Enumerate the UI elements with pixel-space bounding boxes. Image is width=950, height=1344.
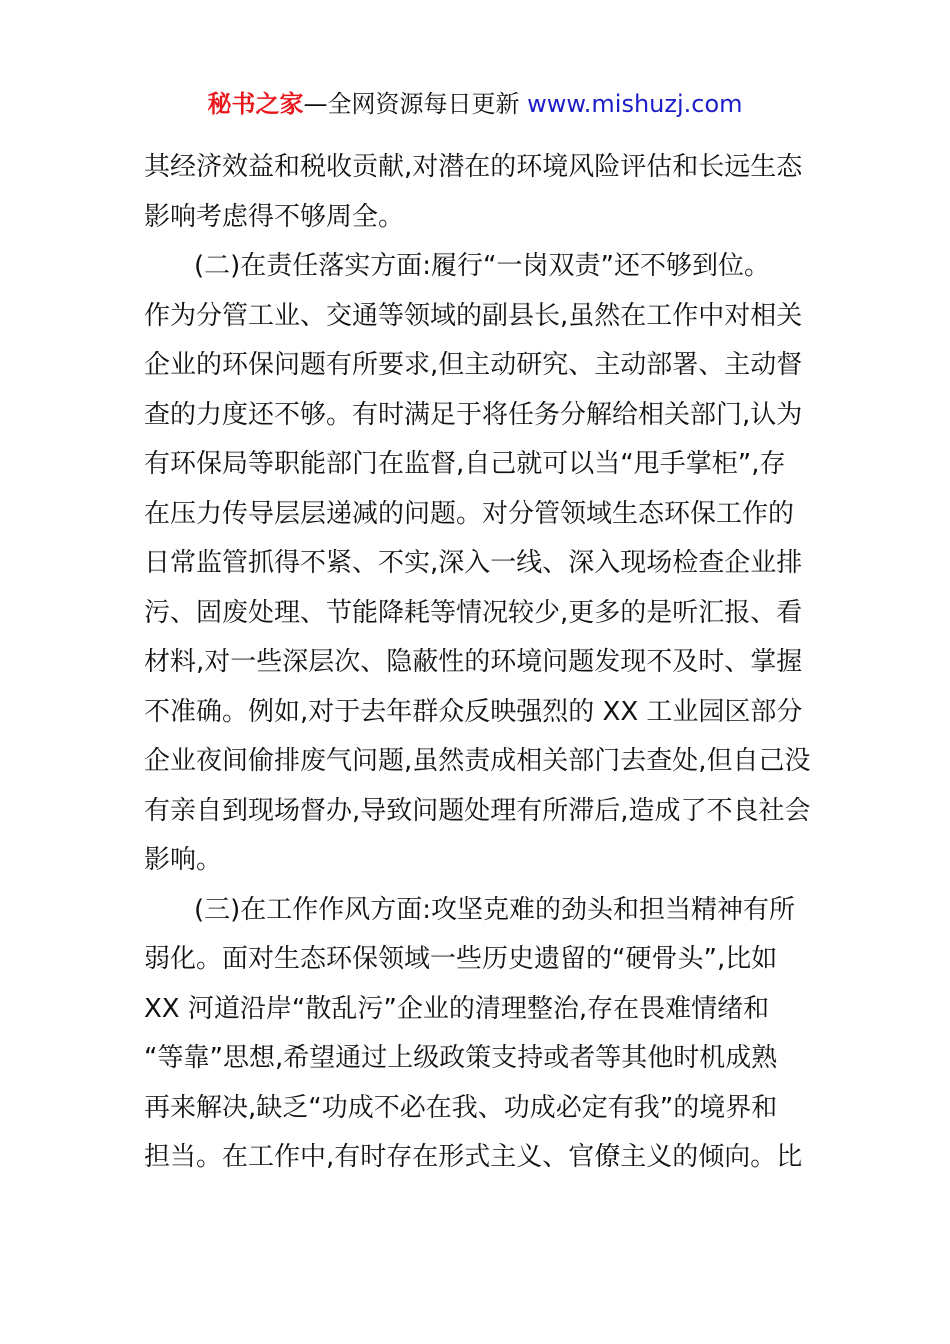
site-url-link[interactable]: www.mishuzj.com bbox=[527, 90, 743, 118]
text-line: 材料,对一些深层次、隐蔽性的环境问题发现不及时、掌握 bbox=[144, 647, 803, 677]
text-line: 影响。 bbox=[144, 845, 223, 875]
text-line: 污、固废处理、节能降耗等情况较少,更多的是听汇报、看 bbox=[144, 597, 803, 628]
text-line: XX 河道沿岸“散乱污”企业的清理整治,存在畏难情绪和 bbox=[144, 993, 770, 1024]
text-line: 不准确。例如,对于去年群众反映强烈的 XX 工业园区部分 bbox=[144, 696, 803, 727]
text-line: 其经济效益和税收贡献,对潜在的环境风险评估和长远生态 bbox=[144, 152, 803, 182]
site-brand: 秘书之家 bbox=[207, 90, 304, 118]
text-line: 影响考虑得不够周全。 bbox=[144, 201, 405, 232]
text-line: 在压力传导层层递减的问题。对分管领域生态环保工作的 bbox=[144, 498, 795, 529]
section-heading-line: (三)在工作作风方面:攻坚克难的劲头和担当精神有所 bbox=[194, 894, 796, 925]
site-header bbox=[0, 88, 950, 120]
text-line: 日常监管抓得不紧、不实,深入一线、深入现场检查企业排 bbox=[144, 548, 803, 578]
text-line: 作为分管工业、交通等领域的副县长,虽然在工作中对相关 bbox=[144, 300, 803, 331]
text-line: 企业的环保问题有所要求,但主动研究、主动部署、主动督 bbox=[144, 350, 803, 380]
section-heading-line: (二)在责任落实方面:履行“一岗双责”还不够到位。 bbox=[194, 251, 770, 281]
text-line: 再来解决,缺乏“功成不必在我、功成必定有我”的境界和 bbox=[144, 1092, 778, 1123]
site-tagline: —全网资源每日更新 bbox=[303, 90, 528, 118]
document-body bbox=[144, 143, 814, 1183]
text-line: 有环保局等职能部门在监督,自己就可以当“甩手掌柜”,存 bbox=[144, 449, 786, 479]
text-line: 弱化。面对生态环保领域一些历史遗留的“硬骨头”,比如 bbox=[144, 944, 778, 974]
text-line: 有亲自到现场督办,导致问题处理有所滞后,造成了不良社会 bbox=[144, 795, 811, 826]
text-line: 查的力度还不够。有时满足于将任务分解给相关部门,认为 bbox=[144, 399, 803, 430]
text-line: 担当。在工作中,有时存在形式主义、官僚主义的倾向。比 bbox=[144, 1142, 803, 1172]
text-line: 企业夜间偷排废气问题,虽然责成相关部门去查处,但自己没 bbox=[144, 746, 811, 776]
text-line: “等靠”思想,希望通过上级政策支持或者等其他时机成熟 bbox=[144, 1043, 778, 1073]
